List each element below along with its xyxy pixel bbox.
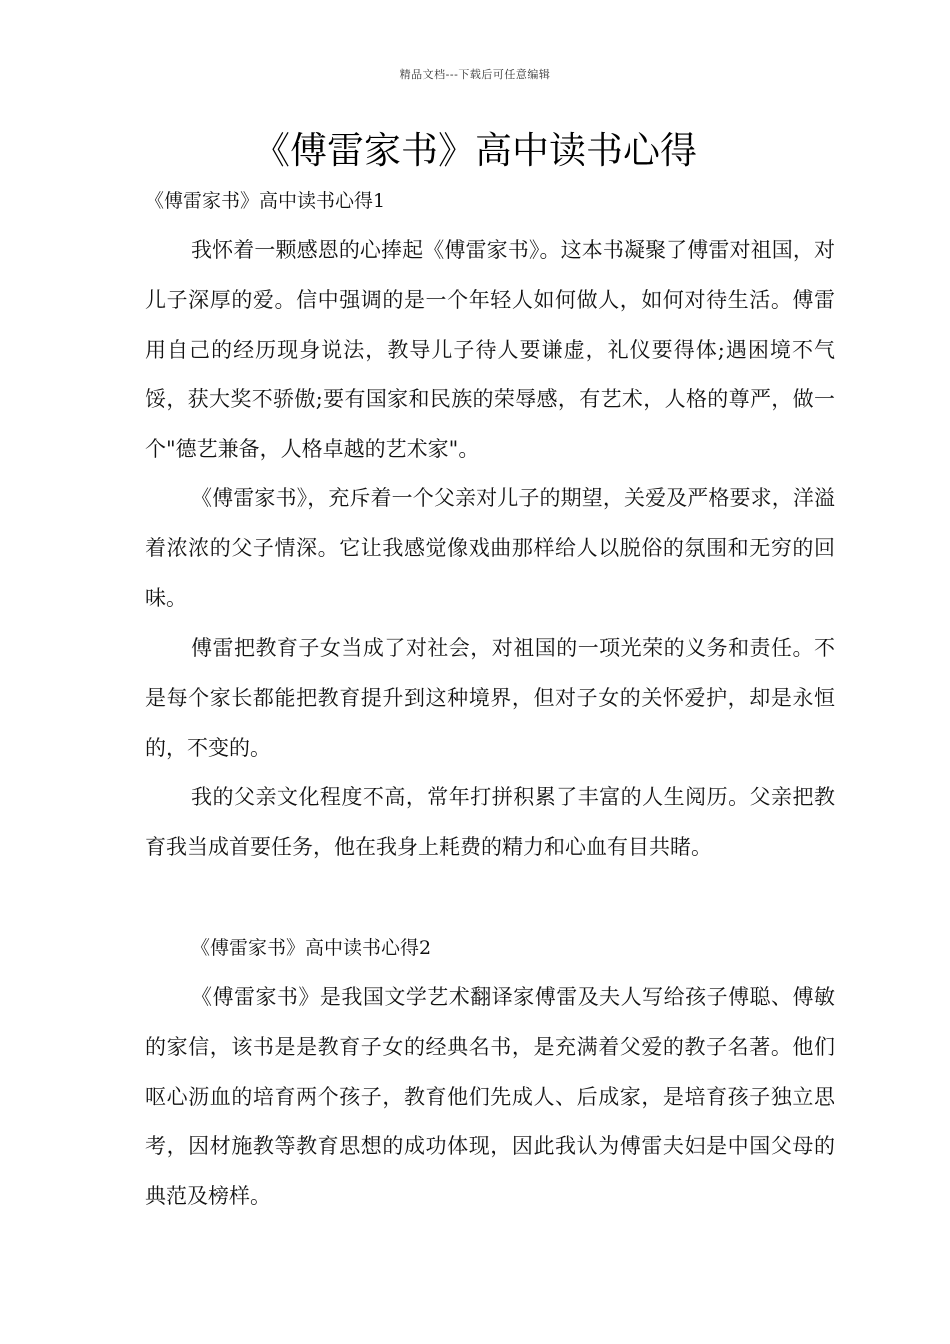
paragraph: 我的父亲文化程度不高，常年打拼积累了丰富的人生阅历。父亲把教育我当成首要任务，他在我身上耗费的精力和心血有目共睹。 [145,785,835,859]
paragraph: 我怀着一颗感恩的心捧起《傅雷家书》。这本书凝聚了傅雷对祖国，对儿子深厚的爱。信中强调的是一个年轻人如何做人，如何对待生活。傅雷用自己的经历现身说法，教导儿子待人要谦虚，礼仪要得体;遇困境不气馁，获大奖不骄傲;要有国家和民族的荣辱感，有艺术，人格的尊严，做一个"德艺兼备，人格卓越的艺术家"。 [145,238,835,462]
document-title: 《傅雷家书》高中读书心得 [253,129,697,172]
paragraph: 《傅雷家书》，充斥着一个父亲对儿子的期望，关爱及严格要求，洋溢着浓浓的父子情深。它让我感觉像戏曲那样给人以脱俗的氛围和无穷的回味。 [145,486,835,610]
paragraph: 《傅雷家书》是我国文学艺术翻译家傅雷及夫人写给孩子傅聪、傅敏的家信，该书是是教育子女的经典名书，是充满着父爱的教子名著。他们呕心沥血的培育两个孩子，教育他们先成人、后成家，是培育孩子独立思考，因材施教等教育思想的成功体现，因此我认为傅雷夫妇是中国父母的典范及榜样。 [145,985,835,1209]
section-heading-2: 《傅雷家书》高中读书心得2 [191,937,432,959]
paragraph: 傅雷把教育子女当成了对社会，对祖国的一项光荣的义务和责任。不是每个家长都能把教育提升到这种境界，但对子女的关怀爱护，却是永恒的，不变的。 [145,636,835,760]
header-note: 精品文档---下载后可任意编辑 [399,68,551,81]
section-heading-1: 《傅雷家书》高中读书心得1 [145,190,386,212]
